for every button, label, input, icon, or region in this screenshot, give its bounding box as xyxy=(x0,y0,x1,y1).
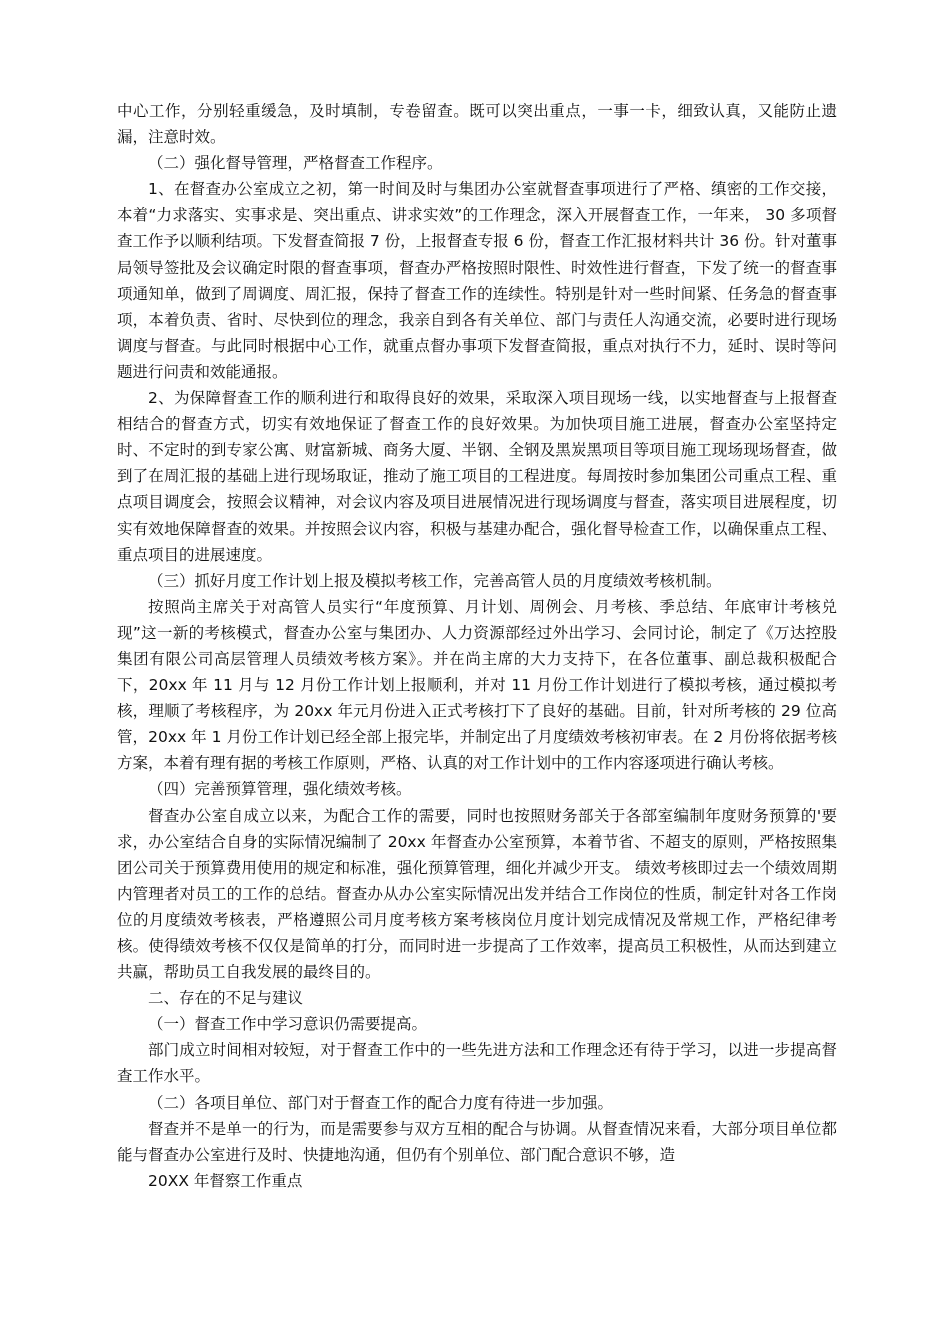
document-body xyxy=(117,98,837,1194)
section-heading-shortcomings: 二、存在的不足与建议 xyxy=(148,989,304,1008)
section-heading-3: （三）抓好月度工作计划上报及模拟考核工作，完善高管人员的月度绩效考核机制。 xyxy=(148,571,722,590)
paragraph-8: 督查办公室自成立以来，为配合工作的需要，同时也按照财务部关于各部室编制年度财务预算的'要求，办公室结合自身的实际情况编制了 20xx 年督查办公室预算，本着节省、不超支的原则，严格按照集团公司关于预算费用使用的规定和标准，强化预算管理，细化并减少开支。 绩效考核即过去一个绩效周期内管理者对员工的工作的总结。督查办从办公室实际情况出发并结合工作岗位的性质，制定针对各工作岗位的月度绩效考核表，严格遵照公司月度考核方案考核岗位月度计划完成情况及常规工作，严格纪律考核。使得绩效考核不仅仅是简单的打分，而同时进一步提高了工作效率，提高员工积极性，从而达到建立共赢，帮助员工自我发展的最终目的。 xyxy=(117,806,837,982)
subheading-1: （一）督查工作中学习意识仍需要提高。 xyxy=(148,1015,428,1034)
closing-heading: 20XX 年督察工作重点 xyxy=(148,1171,303,1190)
paragraph-11: 部门成立时间相对较短，对于督查工作中的一些先进方法和工作理念还有待于学习，以进一步提高督查工作水平。 xyxy=(117,1041,837,1086)
paragraph-3: 1、在督查办公室成立之初，第一时间及时与集团办公室就督查事项进行了严格、缜密的工作交接，本着“力求落实、实事求是、突出重点、讲求实效”的工作理念，深入开展督查工作，一年来， 30 多项督查工作予以顺利结项。下发督查简报 7 份，上报督查专报 6 份，督查工作汇报材料共计 36 份。针对董事局领导签批及会议确定时限的督查事项，督查办严格按照时限性、时效性进行督查，下发了统一的督查事项通知单，做到了周调度、周汇报，保持了督查工作的连续性。特别是针对一些时间紧、任务急的督查事项，本着负责、省时、尽快到位的理念，我亲自到各有关单位、部门与责任人沟通交流，必要时进行现场调度与督查。与此同时根据中心工作，就重点督办事项下发督查简报，重点对执行不力，延时、误时等问题进行问责和效能通报。 xyxy=(117,180,838,381)
paragraph-13: 督查并不是单一的行为，而是需要参与双方互相的配合与协调。从督查情况来看，大部分项目单位都能与督查办公室进行及时、快捷地沟通，但仍有个别单位、部门配合意识不够，造 xyxy=(117,1119,837,1164)
section-heading-2: （二）强化督导管理，严格督查工作程序。 xyxy=(148,154,443,173)
paragraph-1: 中心工作，分别轻重缓急，及时填制，专卷留查。既可以突出重点，一事一卡，细致认真，又能防止遗漏，注意时效。 xyxy=(117,102,837,147)
section-heading-4: （四）完善预算管理，强化绩效考核。 xyxy=(148,780,412,799)
paragraph-4: 2、为保障督查工作的顺利进行和取得良好的效果，采取深入项目现场一线，以实地督查与上报督查相结合的督查方式，切实有效地保证了督查工作的良好效果。为加快项目施工进展，督查办公室坚持定时、不定时的到专家公寓、财富新城、商务大厦、半钢、全钢及黑炭黑项目等项目施工现场现场督查，做到了在周汇报的基础上进行现场取证，推动了施工项目的工程进度。每周按时参加集团公司重点工程、重点项目调度会，按照会议精神，对会议内容及项目进展情况进行现场调度与督查，落实项目进展程度，切实有效地保障督查的效果。并按照会议内容，积极与基建办配合，强化督导检查工作，以确保重点工程、重点项目的进展速度。 xyxy=(117,389,837,564)
subheading-2: （二）各项目单位、部门对于督查工作的配合力度有待进一步加强。 xyxy=(148,1093,614,1112)
paragraph-6: 按照尚主席关于对高管人员实行“年度预算、月计划、周例会、月考核、季总结、年底审计考核兑现”这一新的考核模式，督查办公室与集团办、人力资源部经过外出学习、会同讨论，制定了《万达控股集团有限公司高层管理人员绩效考核方案》。并在尚主席的大力支持下，在各位董事、副总裁积极配合下，20xx 年 11 月与 12 月份工作计划上报顺利，并对 11 月份工作计划进行了模拟考核，通过模拟考核，理顺了考核程序，为 20xx 年元月份进入正式考核打下了良好的基础。目前，针对所考核的 29 位高管，20xx 年 1 月份工作计划已经全部上报完毕，并制定出了月度绩效考核初审表。在 2 月份将依据考核方案，本着有理有据的考核工作原则，严格、认真的对工作计划中的工作内容逐项进行确认考核。 xyxy=(117,597,837,773)
